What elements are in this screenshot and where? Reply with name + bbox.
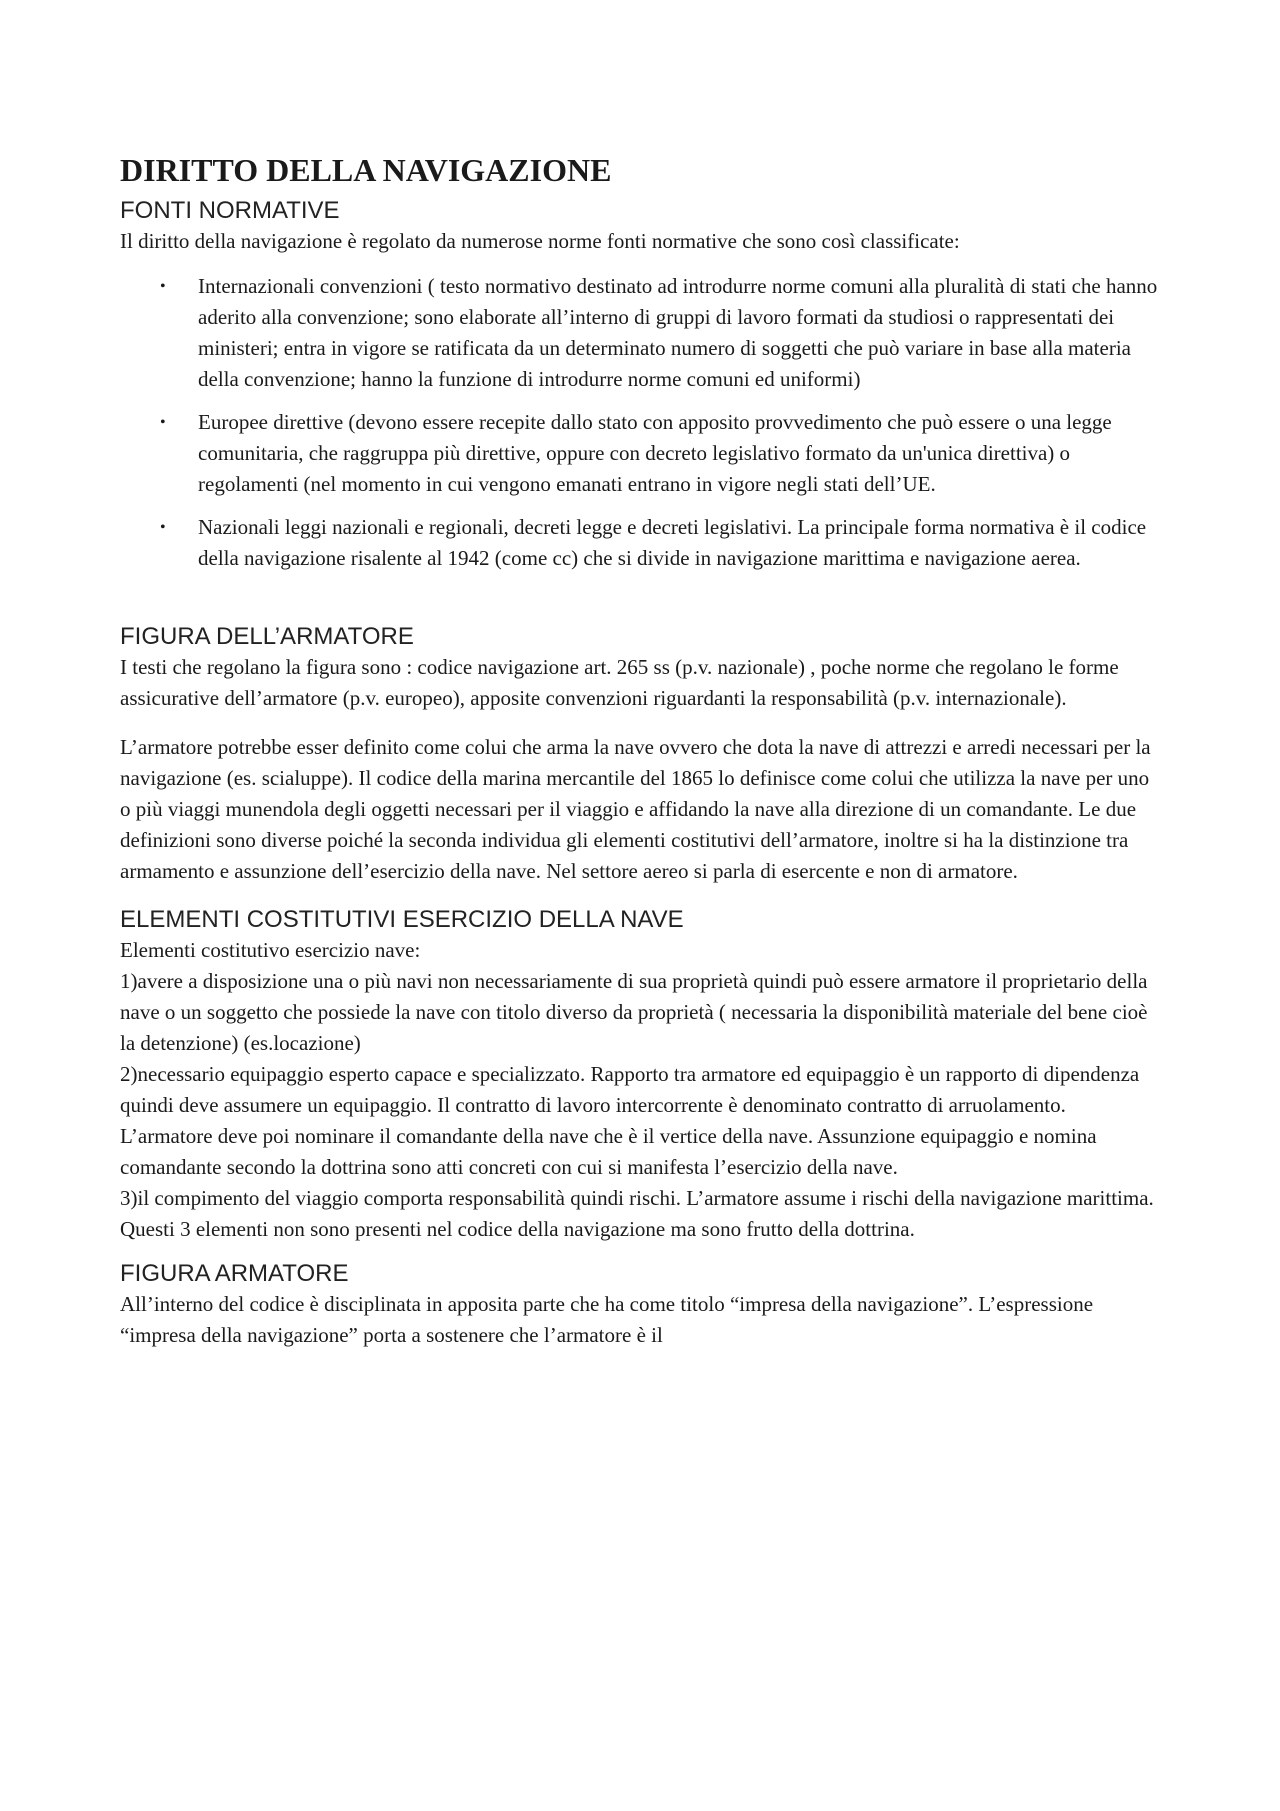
- paragraph-testi: I testi che regolano la figura sono : codice navigazione art. 265 ss (p.v. nazionale) , poche norme che regolano le forme assicurative dell’armatore (p.v. europeo), apposite convenzioni riguardanti la responsabilità (p.v. internazionale).: [120, 655, 1119, 710]
- paragraph-elemento-1: 1)avere a disposizione una o più navi non necessariamente di sua proprietà quindi può essere armatore il proprietario della nave o un soggetto che possiede la nave con titolo diverso da proprietà ( necessaria la disponibilità materiale del bene cioè la detenzione) (es.locazione): [120, 969, 1148, 1055]
- bullet-icon: •: [160, 519, 166, 536]
- paragraph-impresa: All’interno del codice è disciplinata in apposita parte che ha come titolo “impresa della navigazione”. L’espressione “impresa della navigazione” porta a sostenere che l’armatore è il: [120, 1292, 1094, 1347]
- heading-figura-armatore: FIGURA DELL’ARMATORE: [120, 623, 414, 650]
- paragraph-elemento-2: 2)necessario equipaggio esperto capace e specializzato. Rapporto tra armatore ed equipaggio è un rapporto di dipendenza quindi deve assumere un equipaggio. Il contratto di lavoro intercorrente è denominato contratto di arruolamento. L’armatore deve poi nominare il comandante della nave che è il vertice della nave. Assunzione equipaggio e nomina comandante secondo la dottrina sono atti concreti con cui si manifesta l’esercizio della nave.: [120, 1062, 1140, 1179]
- list-item: [120, 407, 1160, 500]
- document-title: DIRITTO DELLA NAVIGAZIONE: [120, 152, 612, 188]
- bullet-icon: •: [160, 414, 166, 431]
- bullet-icon: •: [160, 278, 166, 295]
- heading-elementi-costitutivi: ELEMENTI COSTITUTIVI ESERCIZIO DELLA NAVE: [120, 906, 684, 933]
- list-item-text: Nazionali leggi nazionali e regionali, decreti legge e decreti legislativi. La principale forma normativa è il codice della navigazione risalente al 1942 (come cc) che si divide in navigazione marittima e navigazione aerea.: [198, 515, 1147, 570]
- document-body: [120, 150, 1160, 1351]
- paragraph-elementi-intro: Elementi costitutivo esercizio nave:: [120, 938, 421, 962]
- list-item: [120, 512, 1160, 574]
- list-item-text: Internazionali convenzioni ( testo normativo destinato ad introdurre norme comuni alla pluralità di stati che hanno aderito alla convenzione; sono elaborate all’interno di gruppi di lavoro formati da studiosi o rappresentati dei ministeri; entra in vigore se ratificata da un determinato numero di soggetti che può variare in base alla materia della convenzione; hanno la funzione di introdurre norme comuni ed uniformi): [198, 274, 1158, 391]
- paragraph-conclusione: Questi 3 elementi non sono presenti nel codice della navigazione ma sono frutto della dottrina.: [120, 1217, 915, 1241]
- heading-fonti-normative: FONTI NORMATIVE: [120, 197, 340, 224]
- list-item: [120, 271, 1160, 395]
- paragraph-definizione: L’armatore potrebbe esser definito come colui che arma la nave ovvero che dota la nave di attrezzi e arredi necessari per la navigazione (es. scialuppe). Il codice della marina mercantile del 1865 lo definisce come colui che utilizza la nave per uno o più viaggi munendola degli oggetti necessari per il viaggio e affidando la nave alla direzione di un comandante. Le due definizioni sono diverse poiché la seconda individua gli elementi costitutivi dell’armatore, inoltre si ha la distinzione tra armamento e assunzione dell’esercizio della nave. Nel settore aereo si parla di esercente e non di armatore.: [120, 735, 1151, 883]
- list-item-text: Europee direttive (devono essere recepite dallo stato con apposito provvedimento che può essere o una legge comunitaria, che raggruppa più direttive, oppure con decreto legislativo formato da un'unica direttiva) o regolamenti (nel momento in cui vengono emanati entrano in vigore negli stati dell’UE.: [198, 410, 1112, 496]
- bullet-list-fonti: [120, 271, 1160, 574]
- paragraph-fonti-intro: Il diritto della navigazione è regolato da numerose norme fonti normative che sono così classificate:: [120, 229, 960, 253]
- heading-figura-armatore-2: FIGURA ARMATORE: [120, 1260, 349, 1287]
- paragraph-elemento-3: 3)il compimento del viaggio comporta responsabilità quindi rischi. L’armatore assume i rischi della navigazione marittima.: [120, 1186, 1154, 1210]
